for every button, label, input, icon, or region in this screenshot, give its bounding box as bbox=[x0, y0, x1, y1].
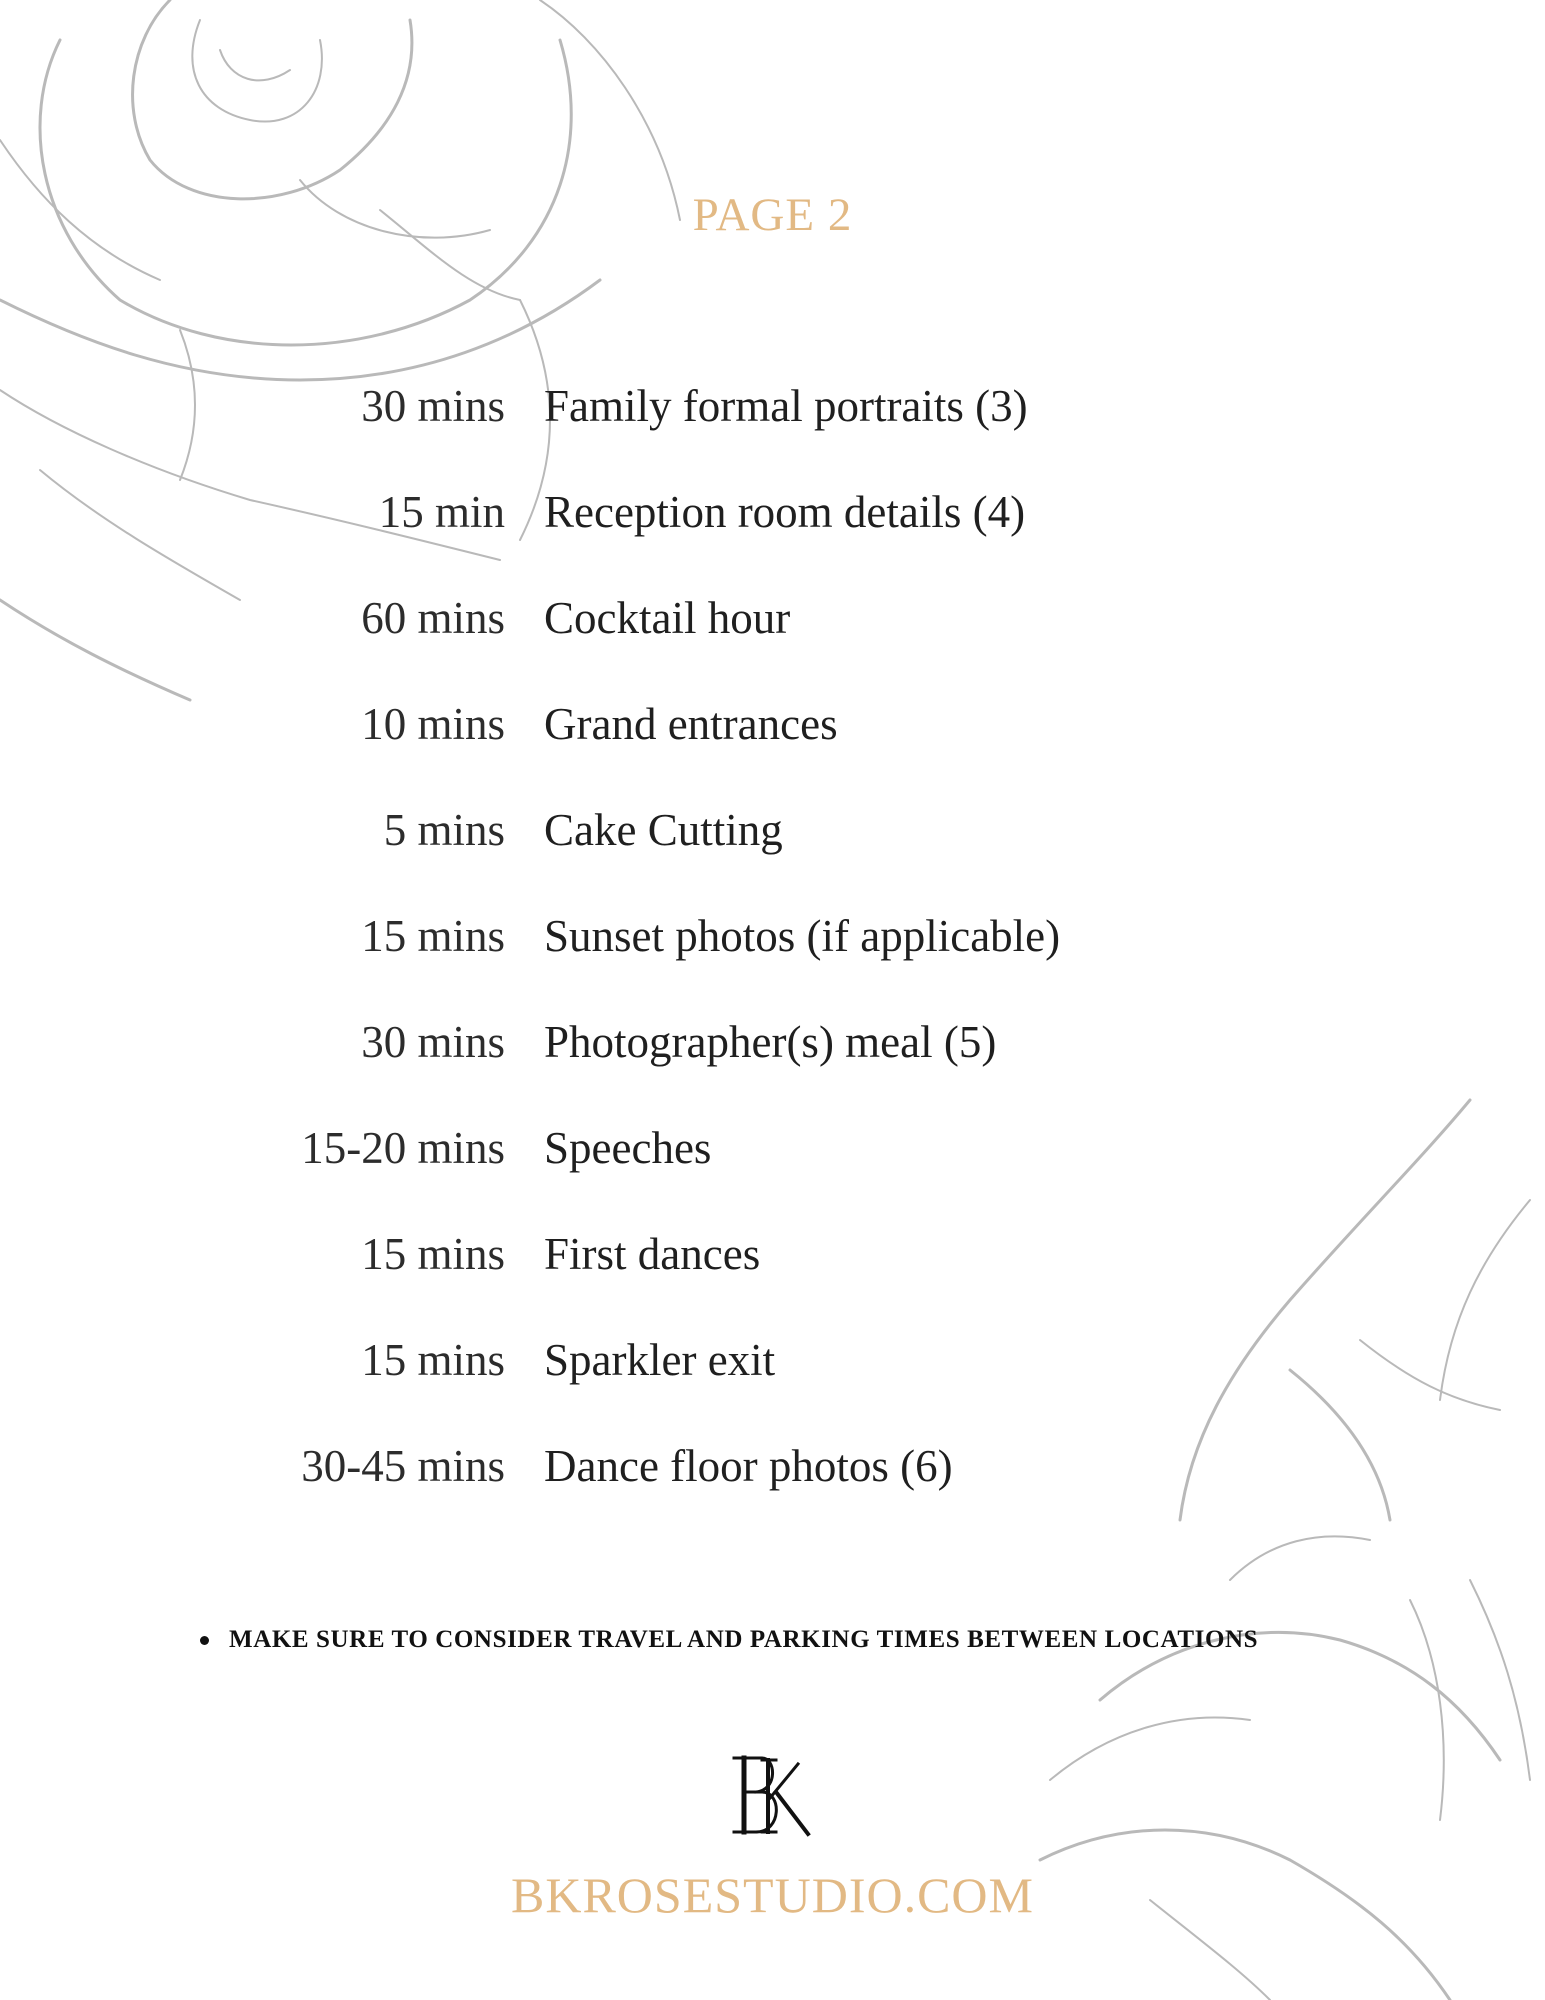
duration-label: 30 mins bbox=[361, 1017, 505, 1067]
duration-label: 15 min bbox=[378, 487, 505, 537]
activity-label: Cake Cutting bbox=[544, 805, 783, 855]
page-title: PAGE 2 bbox=[692, 189, 853, 241]
duration-label: 15-20 mins bbox=[301, 1123, 505, 1173]
travel-note bbox=[200, 1626, 1258, 1654]
activity-label: Sunset photos (if applicable) bbox=[544, 911, 1061, 961]
timeline-row bbox=[0, 1334, 1545, 1440]
timeline-list bbox=[0, 380, 1545, 1546]
duration-label: 60 mins bbox=[361, 593, 505, 643]
bullet-icon bbox=[200, 1636, 209, 1645]
activity-label: Grand entrances bbox=[544, 699, 838, 749]
timeline-row bbox=[0, 592, 1545, 698]
duration-label: 15 mins bbox=[361, 1335, 505, 1385]
activity-label: Photographer(s) meal (5) bbox=[544, 1017, 997, 1067]
bk-monogram-logo bbox=[732, 1752, 812, 1838]
activity-label: Dance floor photos (6) bbox=[544, 1441, 953, 1491]
timeline-row bbox=[0, 804, 1545, 910]
duration-label: 5 mins bbox=[383, 805, 505, 855]
timeline-row bbox=[0, 1440, 1545, 1546]
timeline-row bbox=[0, 380, 1545, 486]
note-text: MAKE SURE TO CONSIDER TRAVEL AND PARKING TIMES BETWEEN LOCATIONS bbox=[229, 1626, 1259, 1653]
activity-label: Cocktail hour bbox=[544, 593, 791, 643]
duration-label: 15 mins bbox=[361, 1229, 505, 1279]
activity-label: Speeches bbox=[544, 1123, 712, 1173]
website-link[interactable]: BKROSESTUDIO.COM bbox=[510, 1867, 1034, 1923]
duration-label: 30-45 mins bbox=[301, 1441, 505, 1491]
duration-label: 10 mins bbox=[361, 699, 505, 749]
timeline-row bbox=[0, 1016, 1545, 1122]
activity-label: Sparkler exit bbox=[544, 1335, 776, 1385]
timeline-row bbox=[0, 1122, 1545, 1228]
timeline-row bbox=[0, 910, 1545, 1016]
timeline-row bbox=[0, 1228, 1545, 1334]
timeline-row bbox=[0, 698, 1545, 804]
activity-label: Reception room details (4) bbox=[544, 487, 1026, 537]
duration-label: 15 mins bbox=[361, 911, 505, 961]
duration-label: 30 mins bbox=[361, 381, 505, 431]
timeline-row bbox=[0, 486, 1545, 592]
activity-label: Family formal portraits (3) bbox=[544, 381, 1028, 431]
activity-label: First dances bbox=[544, 1229, 761, 1279]
